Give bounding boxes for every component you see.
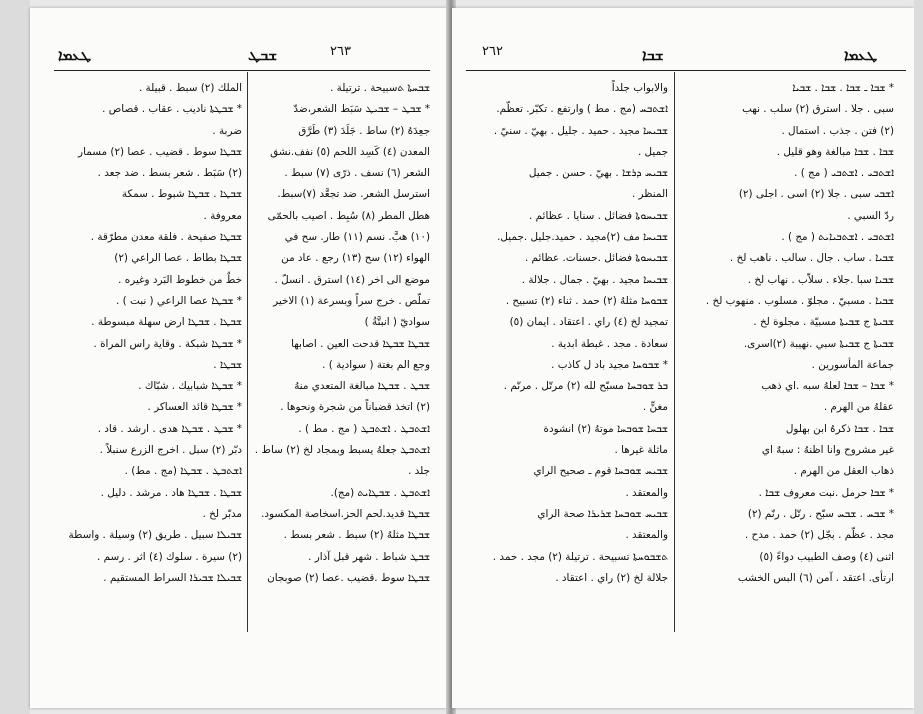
entry-line: ܫܒܛܐ سوط . قضيب . عصا (٢) مسمار [78,145,242,158]
entry-line: سعادة . مجد . غبطة ابدية . [551,337,668,350]
left-head-rule [54,70,430,71]
entry-line: مدبّر لخ . [202,507,242,520]
entry-line: ܫܒܝܚܐ مف (٢)مجيد . حميد.جليل .جميل. [497,231,668,244]
entry-line: ܫܒܝܚ ܫܘܒܚܐ قوم ـ صحيح الراي [533,465,668,478]
entry-line: ܫܒܝܚ ܫܘܒܚܐ ܫܪܝܪܐ صحة الراي [537,507,668,520]
entry-line: ܐܫܬܒܝ . ܐܫܬܒܝܐܝܬ ( مج ) . [781,231,894,244]
entry-line: ܫܒܚܬܐ ܬسبيحة . ترتيلة . [330,82,430,94]
entry-line: * ܫܒܛ . ܫܒܛܐ هدى . ارشد . قاد . [97,422,242,435]
right-running-head-center: ܫܒܐ [642,46,664,64]
entry-line: المنظر . [631,188,668,201]
right-page-right-column [680,78,894,589]
entry-line: ردّ السبي . [847,209,894,222]
entry-line: (١٠) هبَّ. نسم (١١) طار. سح في [284,231,430,244]
right-column-divider [674,72,675,632]
entry-line: ماثلة غيرها . [614,444,668,457]
entry-line: ܫܒܛܐ سوط .قضيب .عصا (٢) صوبجان [267,571,430,584]
left-page [30,8,448,708]
entry-line: اثنى (٤) وصف الطبيب دواءً (٥) [759,550,894,563]
left-column-divider [247,72,248,632]
entry-line: ܐܫܬܒܚ (مج . مط ) وارتفع . تكبّر. تعظّم. [496,103,668,116]
entry-line: ܫܒܐ . ܫܒܐ مبالغة وهو قليل . [776,145,894,158]
entry-line: ܫܒܛܐ . ܫܒܛܐ شبوط . سمكة [121,188,242,201]
entry-line: * ܫܒܛܬܐ ناديب . عقاب . قصاص . [102,103,242,116]
entry-line: * ܫܒܛܐ عصا الراعي ( نبت ) . [116,294,242,307]
entry-line: والمعتقد . [625,486,668,499]
entry-line: ܫܒܝܠܐ ܫܒܝܪܐ السراط المستقيم . [103,571,242,584]
entry-line: سواديّ ( انبتَّةُ ) [364,316,430,329]
entry-line: ܐܫܒܝ سبى . جلا (٢) اسى . اجلى (٢) [738,188,894,201]
entry-line: ܫܒܛܐ . ܫܒܛܐ ارض سهلة مبسوطة . [91,316,242,329]
entry-line: ܫܒܛܐ قديد.لحم الحز.اسخاصة المكسود. [261,507,430,520]
entry-line: ܐܫܬܒܛ جعلهُ يسبط وبمجاد لخ (٢) ساط . [254,444,430,457]
entry-line: خطٌ من خطوط البَرد وغيره . [118,273,242,286]
entry-line: استرسل الشعر. ضد تجعَّد (٧)سبط. [277,188,430,201]
entry-line: سبى . جلا . استرق (٢) سلب . نهب [742,103,894,116]
entry-line: ܬܫܒܘܚܬܐ تسبيحة . ترتيلة (٢) مجد . حمد . [492,550,668,563]
entry-line: ܫܒܝܐ سبا .جلاء . سلاّب . نهاب لخ . [747,273,894,286]
entry-line: ܫܒܝܠܐ سبيل . طريق (٢) وسيلة . واسطة [68,529,242,542]
right-running-head-right: ܛܥܡܐ [844,46,878,64]
entry-line: عقلهُ من الهرم . [823,401,894,414]
entry-line: ܒܪ ܫܘܒܚܐ مسبّح لله (٢) مرتّل . مرنّم . [503,380,668,393]
entry-line: * ܫܒܚ . ܫܒܚ سبّح . رتّل . رنّم (٢) [747,507,894,520]
entry-line: (٢) اتخذ قضباناً من شجرة ونحوها . [280,401,430,414]
entry-line: ܐܫܬܒܛ . ܫܒܛܐ (مج . مط) . [124,465,242,478]
entry-line: والمعتقد . [625,529,668,542]
left-page-number: ٢٦٣ [330,44,351,59]
entry-line: معروفة . [203,209,242,222]
entry-line: ܫܒܝܬܐ ج ܫܒܝܬܐ سبي .نهيبة (٢)اسرى. [743,337,894,350]
entry-line: ارتأى. اعتقد . آمن (٦) البس الخشب [737,571,894,584]
entry-line: ܫܒܐ . ܫܒܐ ذكرهُ ابن بهلول [785,422,894,435]
entry-line: ܫܒܝܐ . ساب . جال . سالب . ناهب لخ . [729,252,894,265]
entry-line: الملك (٢) سبط . قبيلة . [138,82,242,94]
entry-line: (٢) سَبَط . شعر بسط . ضد جعد . [97,167,242,180]
entry-line: تملّص . خرج سراً وبسرعة (١) الاخير [273,294,430,307]
entry-line: (٢) سيرة . سلوك (٤) اثر . رسم . [97,550,242,563]
entry-line: ܐܫܬܒܝ . ܐܫܬܒܝ ( مج ) . [794,167,894,180]
entry-line: ذهاب العقل من الهرم . [793,465,894,478]
entry-line: المعدن (٤) كَسِد اللحم (٥) نفف.نشق [270,145,430,158]
entry-line: تمجيد لخ (٤) راي . اعتقاد . ايمان (٥) [509,316,668,329]
entry-line: ܫܒܝܚܘܬܐ فضائل .حسنات. عظائم . [524,252,668,265]
entry-line: ܫܒܛܐ . ܫܒܛܐ هاد . مرشد . دليل . [100,486,242,499]
entry-line: ܫܒܛܐ . [213,358,242,371]
entry-line: موضع الى اخر (١٤) استرق . انسلّ . [274,273,430,286]
entry-line: (٢) فتن . جذب . استمال . [781,124,894,137]
entry-line: والابواب جلداً [611,82,668,94]
left-page-left-column [56,78,242,589]
entry-line: الهواء (١٢) سح (١٣) رجع . عاد من [281,252,430,265]
right-head-rule [466,70,906,71]
entry-line: ܫܒܝܐ . مسبيّ . مجلوّ . مسلوب . منهوب لخ . [705,294,894,307]
entry-line: * ܫܒܐ ـ ܫܒܐ . ܫܒܐ . ܫܒܝܐ [792,82,894,94]
left-page-right-column [250,78,430,589]
entry-line: جماعة المأسورين . [811,358,894,371]
entry-line: جلد . [408,465,430,478]
entry-line: غير مشروح وانا اظنهُ : سبهٌ اي [761,444,894,457]
entry-line: ܐܫܬܒܛ . ܐܫܬܒܛ ( مج . مط ) . [298,422,430,435]
entry-line: ܫܒܛܐ مثلهُ (٢) سبط . شعر بسط . [283,529,430,542]
entry-line: جميل . [637,145,668,158]
entry-line: ܫܒܝܚܐ مجيد . بهيّ . جمال . جلالة . [521,273,668,286]
entry-line: ܫܒܝܬܐ ج ܫܒܝܬܐ مسبيّة . مجلوة لخ . [753,316,894,329]
right-page-number: ٢٦٢ [482,44,503,59]
left-running-head-left: ܛܥܡܐ [58,46,92,64]
right-margin [914,0,923,714]
entry-line: * ܫܒܐ حرمل .نبت معروف ܫܒܐ . [758,486,894,499]
entry-line: مجد . عظّم . بجّل (٢) حمد . مدح . [744,529,894,542]
right-page-left-column [468,78,668,589]
entry-line: وجع الم بغتة ( سوادية ) . [322,358,430,371]
entry-line: ܫܒܛܐ ܫܒܛܐ قدحت العين . اصابها [291,337,430,350]
entry-line: ܫܒܛ . ܫܒܛܐ مبالغة المتعدي منهُ [294,380,430,393]
entry-line: ܫܒܝܚܐ مجيد . حميد . جليل . بهيّ . سنيّ . [493,124,668,137]
entry-line: ܐܫܬܒܛ . ܫܒܛܐܝܬ (مج). [330,486,430,499]
entry-line: جعِدَهُ (٢) ساط . جَلَدَ (٣) طَرَّق [298,124,430,137]
entry-line: * ܫܒܛ – ܫܒܝܛ سَبَط الشعر،ضدّ [293,103,430,116]
left-running-head-center: ܫܒܛ [248,46,278,64]
entry-line: دبّر (٢) سبل . اخرج الزرع سنبلاً . [99,444,242,457]
entry-line: * ܫܒܛܐ شبابيك . شبّاك . [138,380,242,393]
entry-line: * ܫܒܛܐ قائد العساكر . [147,401,242,414]
entry-line: ضربة . [212,124,242,137]
entry-line: ܫܒܘܚܐ مثلهُ (٢) حمد . ثناء (٢) تسبيح . [505,294,668,307]
entry-line: جلالة لخ (٢) راي . اعتقاد . [555,571,668,584]
entry-line: ܫܒܛܐ صفيحة . فلقة معدن مطرّقة . [90,231,242,244]
entry-line: الشعر (٦) نسف . ذرّى (٧) سبط . [284,167,430,180]
right-page [452,8,914,708]
entry-line: * ܫܒܐ – ܫܒܐ لعلهُ سبه .اي ذهب [761,380,894,393]
entry-line: ܫܒܛ شباط . شهر قبل آذار . [308,550,430,563]
entry-line: * ܫܒܘܚܐ مجيد باد ل كاذب . [551,358,668,371]
entry-line: ܫܒܝܚܘܬܐ فضائل . سنايا . عظائم . [529,209,668,222]
left-margin [0,0,30,714]
entry-line: ܫܒܝܚ ܕܪܫܐ . بهيّ . حسن . جميل [528,167,668,180]
entry-line: ܫܒܚܐ ܫܘܒܚܐ موتهُ (٢) انشودة [543,422,668,435]
entry-line: ܫܒܛܐ بطاط . عصا الراعي (٢) [114,252,242,265]
entry-line: * ܫܒܛܐ شبكة . وقاية راس المراة . [93,337,242,350]
entry-line: مغنٍّ . [642,401,668,414]
entry-line: هطل المطر (٨) سُبِط . اصيب بالحمّى [267,209,430,222]
